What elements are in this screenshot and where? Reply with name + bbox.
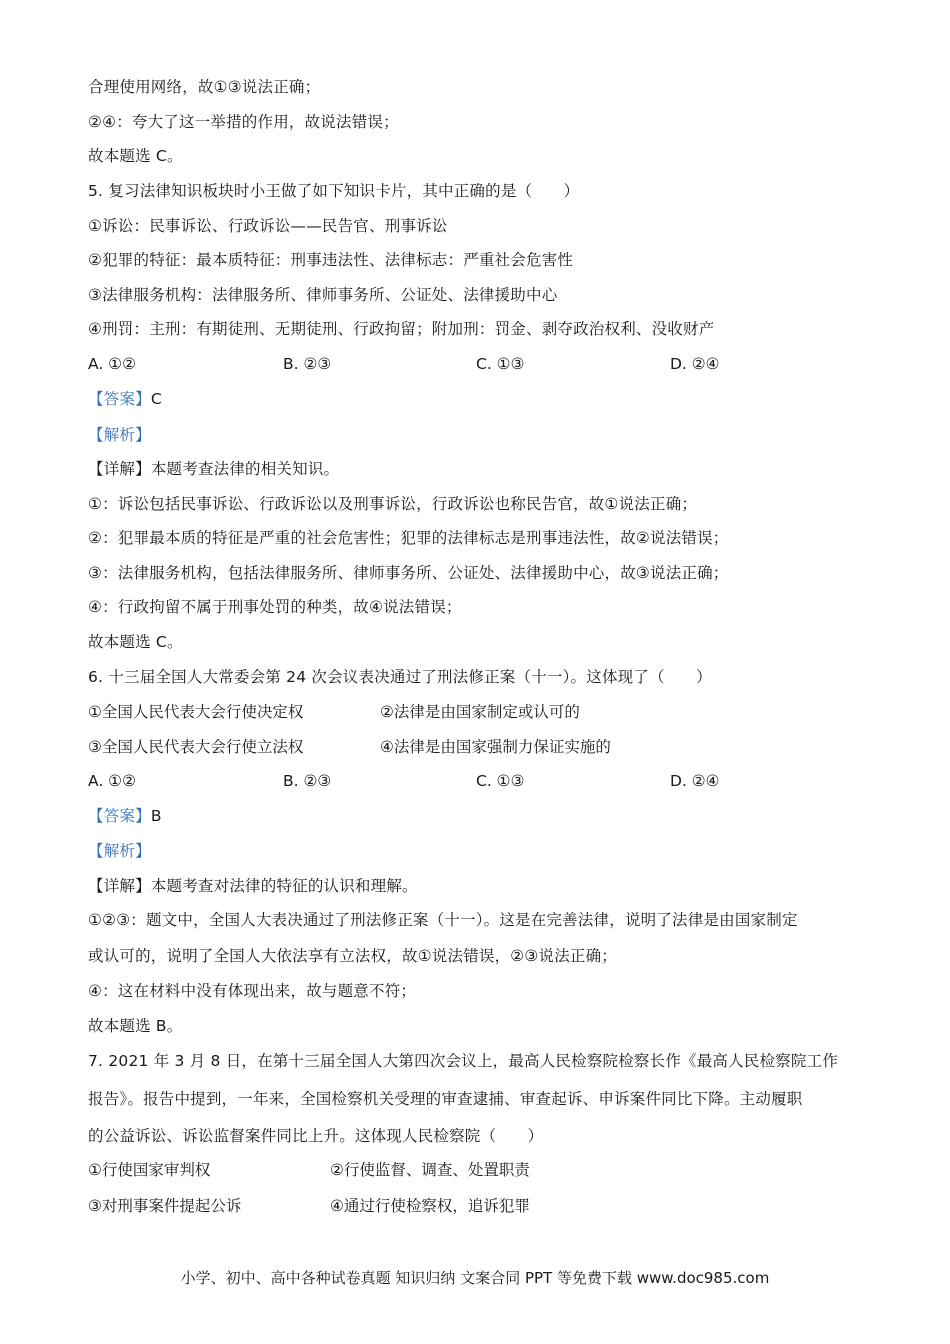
answer-tag: 【答案】 <box>88 390 151 408</box>
detail-tag: 【详解】 <box>88 460 151 478</box>
q6-statement-3: ③全国人民代表大会行使立法权 <box>88 738 304 756</box>
question-7-stem-3: 的公益诉讼、诉讼监督案件同比上升。这体现人民检察院（ ） <box>88 1127 544 1145</box>
question-5-stem: 5. 复习法律知识板块时小王做了如下知识卡片，其中正确的是（ ） <box>88 182 580 200</box>
q5-statement-3: ③法律服务机构：法律服务所、律师事务所、公证处、法律援助中心 <box>88 286 558 304</box>
q6-detail: 本题考查对法律的特征的认识和理解。 <box>150 877 418 895</box>
q6-answer-line <box>88 806 860 826</box>
q6-statement-1: ①全国人民代表大会行使决定权 <box>88 703 304 721</box>
q7-statement-2: ②行使监督、调查、处置职责 <box>330 1161 530 1179</box>
q5-option-a: A. ①② <box>88 355 136 373</box>
text-line: ②④：夸大了这一举措的作用，故说法错误； <box>88 113 399 131</box>
q6-option-a: A. ①② <box>88 772 136 790</box>
q5-statement-4: ④刑罚：主刑：有期徒刑、无期徒刑、行政拘留；附加刑：罚金、剥夺政治权利、没收财产 <box>88 320 715 338</box>
q6-option-b: B. ②③ <box>283 772 332 790</box>
q5-explanation-1: ①：诉讼包括民事诉讼、行政诉讼以及刑事诉讼，行政诉讼也称民告官，故①说法正确； <box>88 495 698 513</box>
question-6-stem: 6. 十三届全国人大常委会第 24 次会议表决通过了刑法修正案（十一）。这体现了（ ） <box>88 668 712 686</box>
q5-detail: 本题考查法律的相关知识。 <box>150 460 340 478</box>
q5-detail-line <box>88 459 860 479</box>
text-line: 故本题选 C。 <box>88 147 183 165</box>
detail-tag: 【详解】 <box>88 877 151 895</box>
q5-answer-line <box>88 389 860 409</box>
q7-statement-1: ①行使国家审判权 <box>88 1161 211 1179</box>
q6-option-d: D. ②④ <box>670 772 720 790</box>
analysis-tag: 【解析】 <box>88 426 151 444</box>
text-line: 合理使用网络，故①③说法正确； <box>88 78 321 96</box>
q7-statement-4: ④通过行使检察权，追诉犯罪 <box>330 1197 530 1215</box>
q6-detail-line <box>88 876 860 896</box>
q7-statement-3: ③对刑事案件提起公诉 <box>88 1197 242 1215</box>
page-footer: 小学、初中、高中各种试卷真题 知识归纳 文案合同 PPT 等免费下载 www.doc985.com <box>180 1269 770 1287</box>
q6-answer: B <box>150 807 162 825</box>
q6-explanation-3: ④：这在材料中没有体现出来，故与题意不符； <box>88 982 417 1000</box>
q6-statement-2: ②法律是由国家制定或认可的 <box>380 703 580 721</box>
q5-answer: C <box>150 390 162 408</box>
q5-explanation-2: ②：犯罪最本质的特征是严重的社会危害性；犯罪的法律标志是刑事违法性，故②说法错误； <box>88 529 729 547</box>
q6-option-c: C. ①③ <box>476 772 525 790</box>
question-7-stem-2: 报告》。报告中提到，一年来，全国检察机关受理的审查逮捕、审查起诉、申诉案件同比下降。主动履职 <box>88 1090 803 1108</box>
q5-explanation-3: ③：法律服务机构，包括法律服务所、律师事务所、公证处、法律援助中心，故③说法正确； <box>88 564 729 582</box>
answer-tag: 【答案】 <box>88 807 151 825</box>
q6-conclusion: 故本题选 B。 <box>88 1017 183 1035</box>
q5-statement-1: ①诉讼：民事诉讼、行政诉讼——民告官、刑事诉讼 <box>88 217 448 235</box>
question-7-stem-1: 7. 2021 年 3 月 8 日，在第十三届全国人大第四次会议上，最高人民检察院检察长作《最高人民检察院工作 <box>88 1052 839 1070</box>
analysis-tag: 【解析】 <box>88 842 151 860</box>
q5-explanation-4: ④：行政拘留不属于刑事处罚的种类，故④说法错误； <box>88 598 462 616</box>
q5-conclusion: 故本题选 C。 <box>88 633 183 651</box>
q5-statement-2: ②犯罪的特征：最本质特征：刑事违法性、法律标志：严重社会危害性 <box>88 251 574 269</box>
q6-explanation-1: ①②③：题文中，全国人大表决通过了刑法修正案（十一）。这是在完善法律，说明了法律是由国家制定 <box>88 911 798 929</box>
q5-option-d: D. ②④ <box>670 355 720 373</box>
q5-option-c: C. ①③ <box>476 355 525 373</box>
q6-statement-4: ④法律是由国家强制力保证实施的 <box>380 738 611 756</box>
q6-explanation-2: 或认可的，说明了全国人大依法享有立法权，故①说法错误，②③说法正确； <box>88 947 617 965</box>
q5-option-b: B. ②③ <box>283 355 332 373</box>
